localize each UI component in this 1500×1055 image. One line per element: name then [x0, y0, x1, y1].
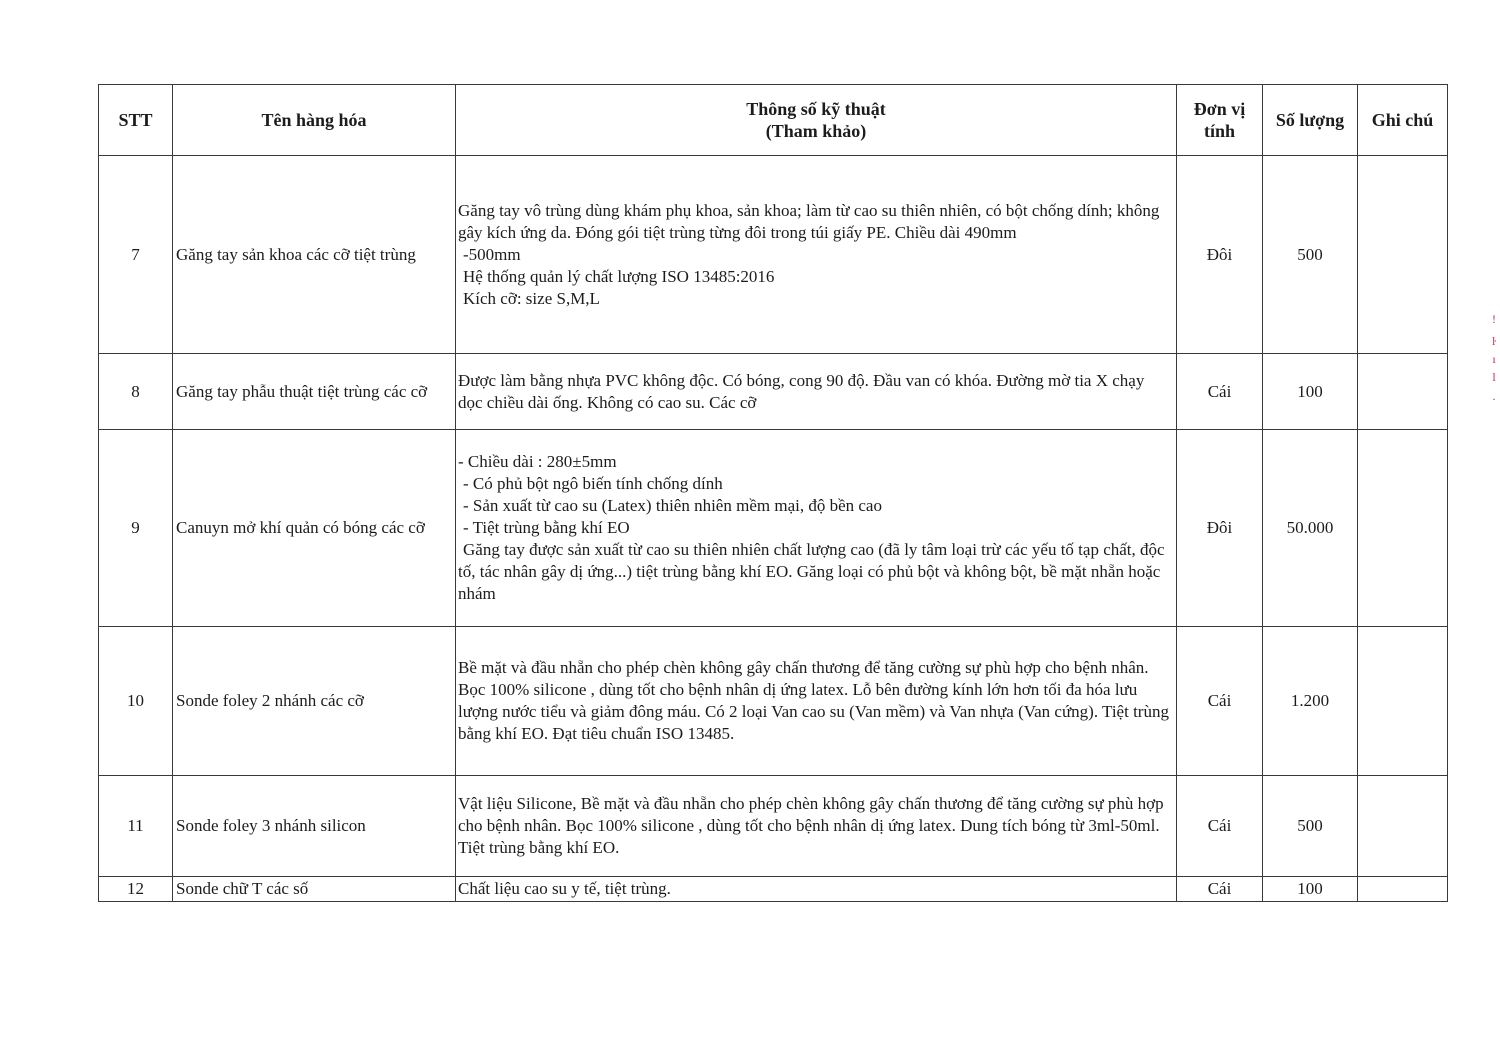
row-note [1358, 430, 1448, 627]
row-spec [456, 627, 1177, 776]
row-unit: Cái [1177, 354, 1263, 430]
table-row [99, 156, 1448, 354]
header-row [99, 85, 1448, 156]
spec-line: Găng tay vô trùng dùng khám phụ khoa, sản khoa; làm từ cao su thiên nhiên, có bột chống dính; không gây kích ứng da. Đóng gói tiệt trùng từng đôi trong túi giấy PE. Chiều dài 490mm [458, 200, 1160, 242]
row-unit: Đôi [1177, 430, 1263, 627]
row-name: Găng tay sản khoa các cỡ tiệt trùng [173, 156, 456, 354]
margin-mark: · [1492, 392, 1496, 406]
row-stt: 12 [99, 877, 173, 902]
margin-mark: ! [1492, 312, 1496, 326]
spec-line: Kích cỡ: size S,M,L [463, 288, 600, 308]
row-qty: 100 [1263, 877, 1358, 902]
row-qty: 100 [1263, 354, 1358, 430]
row-name: Sonde foley 2 nhánh các cỡ [173, 627, 456, 776]
row-note [1358, 776, 1448, 877]
row-spec [456, 156, 1177, 354]
row-unit: Cái [1177, 627, 1263, 776]
margin-stamp-marks [1488, 312, 1500, 406]
table-row [99, 354, 1448, 430]
row-note [1358, 877, 1448, 902]
row-qty: 1.200 [1263, 627, 1358, 776]
row-qty: 500 [1263, 156, 1358, 354]
spec-line: - Tiệt trùng bằng khí EO [463, 518, 630, 537]
margin-mark: l [1492, 370, 1496, 384]
header-stt: STT [99, 85, 173, 156]
row-spec [456, 776, 1177, 877]
header-note: Ghi chú [1358, 85, 1448, 156]
spec-line: Hệ thống quản lý chất lượng ISO 13485:2016 [463, 266, 775, 286]
row-stt: 8 [99, 354, 173, 430]
row-note [1358, 627, 1448, 776]
spec-line: Vật liệu Silicone, Bề mặt và đầu nhẵn cho phép chèn không gây chấn thương để tăng cường sự phù hợp cho bệnh nhân. Bọc 100% silicone , dùng tốt cho bệnh nhân dị ứng latex. Dung tích bóng từ 3ml-50ml. Tiệt trùng bằng khí EO. [458, 794, 1164, 857]
header-spec [456, 85, 1177, 156]
header-unit-line2: tính [1203, 121, 1236, 141]
row-unit: Đôi [1177, 156, 1263, 354]
row-name: Sonde foley 3 nhánh silicon [173, 776, 456, 877]
goods-spec-table [98, 84, 1448, 902]
spec-line: Găng tay được sản xuất từ cao su thiên nhiên chất lượng cao (đã ly tâm loại trừ các yếu tố tạp chất, độc tố, tác nhân gây dị ứng...) tiệt trùng bằng khí EO. Găng loại có phủ bột và không bột, bề mặt nhẵn hoặc nhám [458, 540, 1165, 603]
header-qty: Số lượng [1263, 85, 1358, 156]
row-qty: 50.000 [1263, 430, 1358, 627]
row-stt: 10 [99, 627, 173, 776]
header-spec-subtitle: (Tham khảo) [765, 121, 867, 141]
spec-line: Bề mặt và đầu nhẵn cho phép chèn không gây chấn thương để tăng cường sự phù hợp cho bệnh nhân. Bọc 100% silicone , dùng tốt cho bệnh nhân dị ứng latex. Lỗ bên đường kính lớn hơn tối đa hóa lưu lượng nước tiểu và giảm đông máu. Có 2 loại Van cao su (Van mềm) và Van nhựa (Van cứng). Tiệt trùng bằng khí EO. Đạt tiêu chuẩn ISO 13485. [458, 658, 1169, 743]
row-name: Sonde chữ T các số [173, 877, 456, 902]
table-row [99, 627, 1448, 776]
table-row [99, 430, 1448, 627]
row-spec [456, 430, 1177, 627]
row-name: Găng tay phẫu thuật tiệt trùng các cỡ [173, 354, 456, 430]
margin-mark: ı [1492, 352, 1496, 366]
row-spec [456, 877, 1177, 902]
header-name: Tên hàng hóa [173, 85, 456, 156]
row-stt: 9 [99, 430, 173, 627]
row-note [1358, 156, 1448, 354]
spec-line: Được làm bằng nhựa PVC không độc. Có bóng, cong 90 độ. Đầu van có khóa. Đường mờ tia X chạy dọc chiều dài ống. Không có cao su. Các cỡ [458, 370, 1145, 412]
row-spec [456, 354, 1177, 430]
table-row [99, 877, 1448, 902]
row-stt: 11 [99, 776, 173, 877]
header-unit-line1: Đơn vị [1193, 99, 1246, 119]
spec-line: Chất liệu cao su y tế, tiệt trùng. [458, 879, 671, 898]
row-note [1358, 354, 1448, 430]
header-spec-title: Thông số kỹ thuật [746, 99, 886, 119]
spec-line: - Sản xuất từ cao su (Latex) thiên nhiên mềm mại, độ bền cao [463, 496, 882, 515]
row-unit: Cái [1177, 877, 1263, 902]
row-qty: 500 [1263, 776, 1358, 877]
margin-mark: ŀ [1491, 334, 1497, 348]
spec-line: - Có phủ bột ngô biến tính chống dính [463, 474, 723, 493]
spec-line: -500mm [463, 244, 521, 264]
row-unit: Cái [1177, 776, 1263, 877]
table-row [99, 776, 1448, 877]
spec-line: - Chiều dài : 280±5mm [458, 452, 617, 471]
row-name: Canuyn mở khí quản có bóng các cỡ [173, 430, 456, 627]
row-stt: 7 [99, 156, 173, 354]
header-unit [1177, 85, 1263, 156]
